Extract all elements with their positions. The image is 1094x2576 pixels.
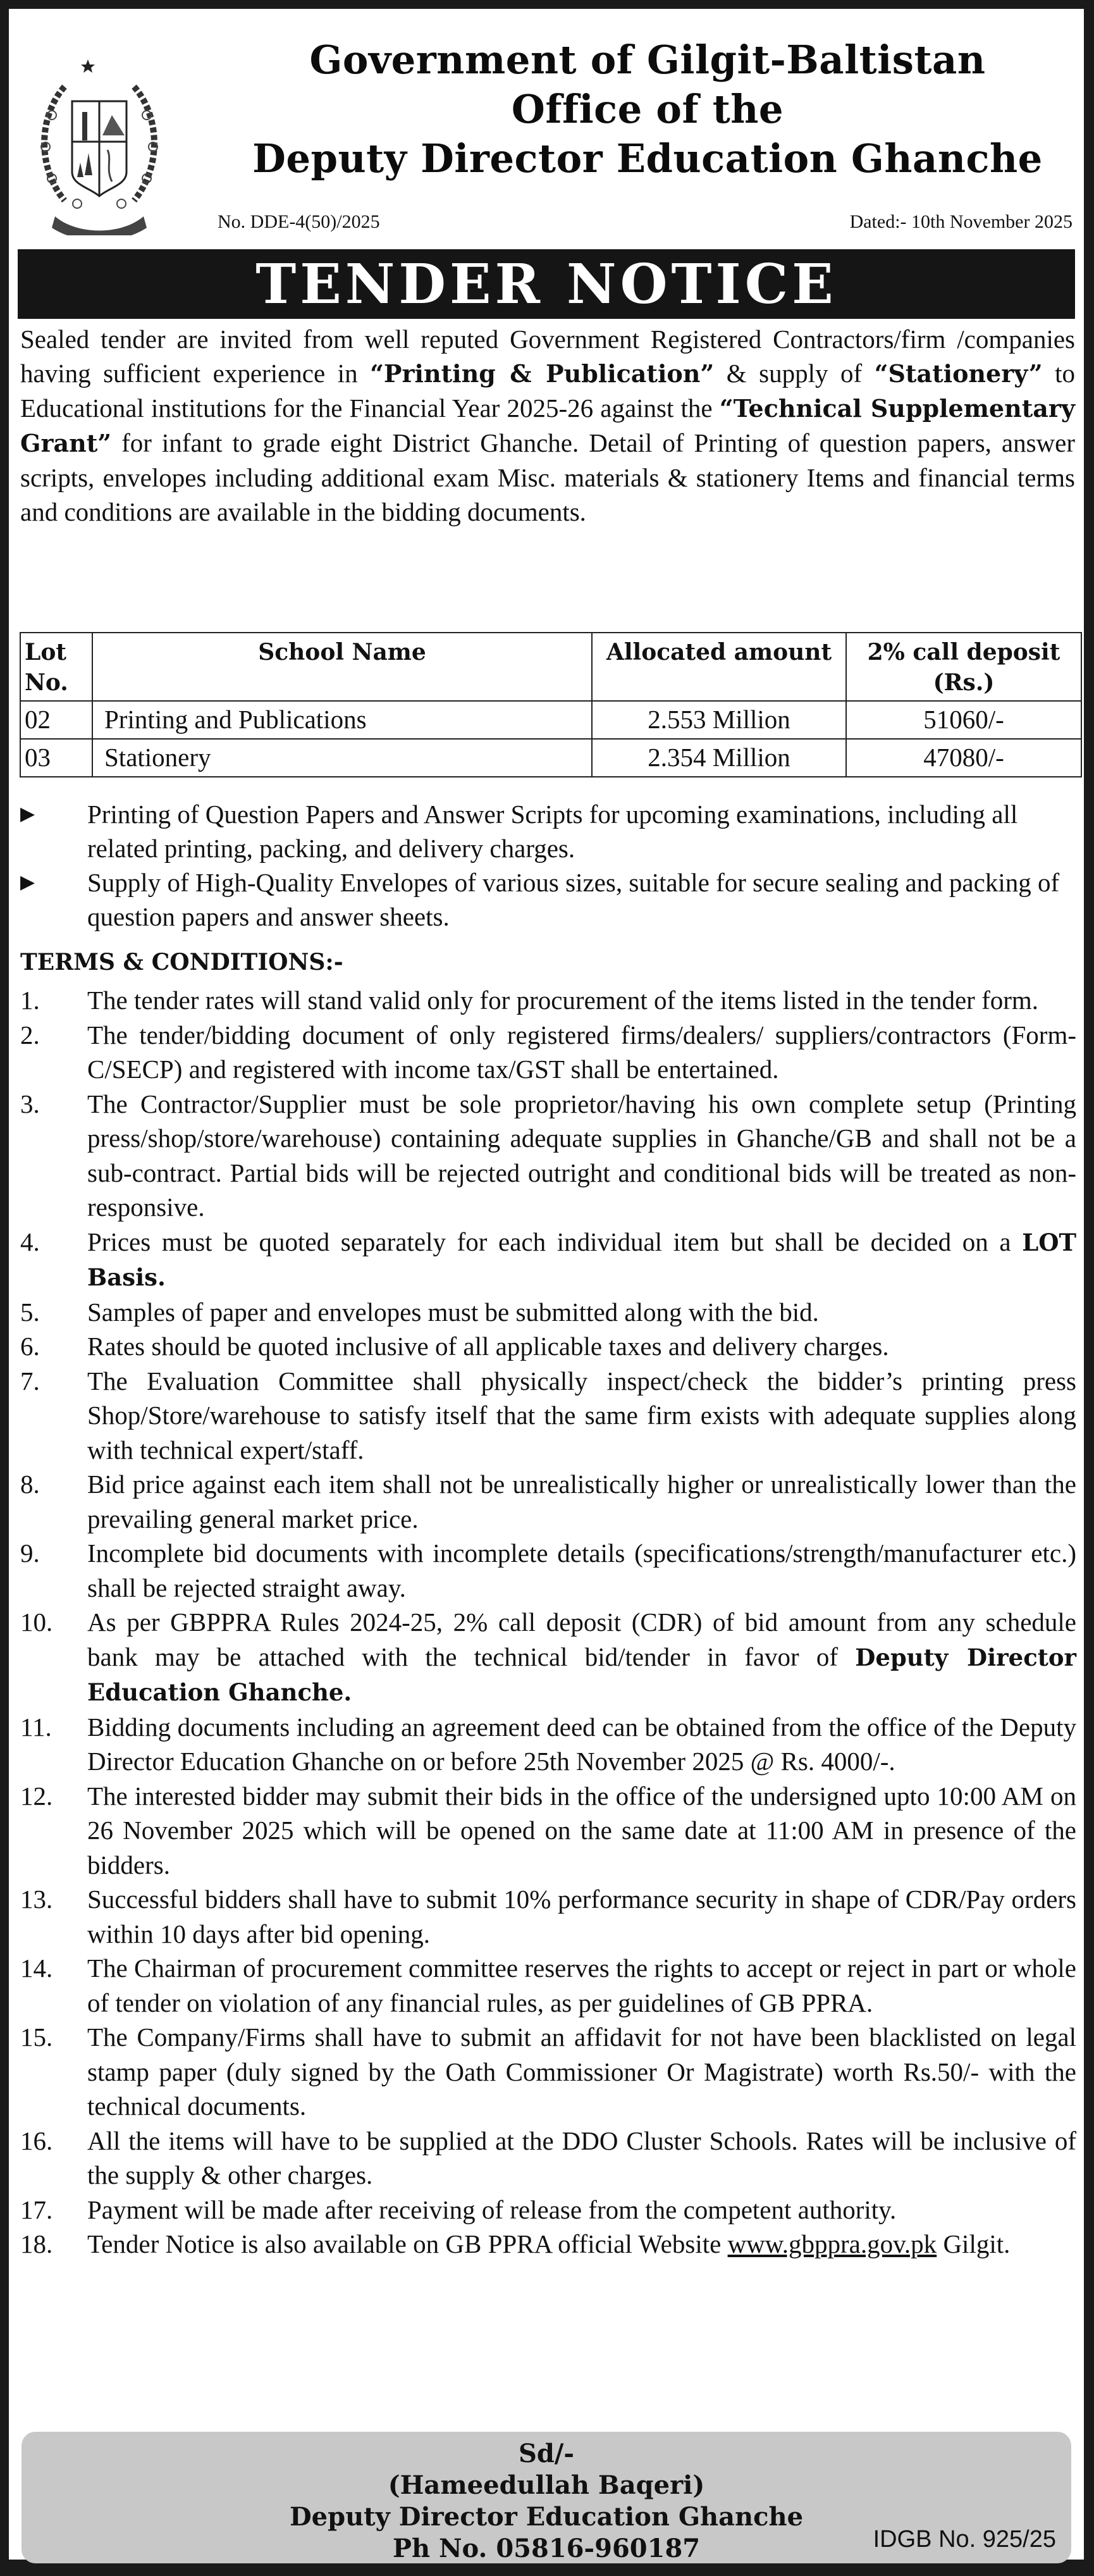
- terms-list: [20, 983, 1076, 2262]
- intro-bold-printing: “Printing & Publication”: [370, 359, 715, 388]
- term-item: [20, 1882, 1076, 1951]
- term-text: [87, 1605, 1076, 1710]
- term-text: [87, 2124, 1076, 2193]
- term-item: [20, 1087, 1076, 1225]
- cell-lot-no: 03: [20, 739, 92, 777]
- lot-table: [20, 632, 1082, 777]
- gbppra-website-link[interactable]: www.gbppra.gov.pk: [727, 2229, 937, 2258]
- term-text: [87, 1225, 1076, 1295]
- term-item: [20, 1605, 1076, 1710]
- term-body: Payment will be made after receiving of release from the competent authority.: [87, 2195, 897, 2224]
- term-body: As per GBPPRA Rules 2024-25, 2% call deposit (CDR) of bid amount from any schedule bank may be attached with the technical bid/tender in favor of: [87, 1607, 1076, 1671]
- term-body: The interested bidder may submit their bids in the office of the undersigned upto 10:00 AM on 26 November 2025 which will be opened on the same date at 11:00 AM in presence of the bidders.: [87, 1781, 1076, 1879]
- term-text: [87, 1087, 1076, 1225]
- term-body: The tender/bidding document of only registered firms/dealers/ suppliers/contractors (Form-C/SECP) and registered with income tax/GST shall be entertained.: [87, 1020, 1076, 1084]
- term-text: [87, 1536, 1076, 1605]
- term-body: Successful bidders shall have to submit 10% performance security in shape of CDR/Pay orders within 10 days after bid opening.: [87, 1885, 1076, 1948]
- date-line: Dated:- 10th November 2025: [849, 211, 1072, 232]
- intro-text: Sealed tender are invited from well reputed Government Registered Contractors/firm /companies having sufficient experience in: [20, 325, 1075, 388]
- triangle-bullet-icon: ▶: [20, 803, 35, 824]
- term-number: 4.: [20, 1227, 40, 1256]
- term-number: 14.: [20, 1954, 53, 1983]
- cell-call-deposit: 51060/-: [846, 701, 1081, 739]
- term-number: 10.: [20, 1607, 53, 1637]
- triangle-bullet-icon: ▶: [20, 872, 35, 893]
- term-text: [87, 1018, 1076, 1087]
- term-number: 8.: [20, 1470, 40, 1499]
- column-header-call-deposit: 2% call deposit (Rs.): [846, 633, 1081, 701]
- term-item: [20, 1018, 1076, 1087]
- term-text: [87, 1329, 1076, 1364]
- signatory-phone: Ph No. 05816-960187: [392, 2534, 701, 2563]
- signatory-name: (Hameedullah Baqeri): [388, 2470, 705, 2500]
- title-line-office: Office of the: [511, 86, 784, 132]
- intro-paragraph: [20, 322, 1075, 529]
- term-body: Rates should be quoted inclusive of all applicable taxes and delivery charges.: [87, 1332, 889, 1361]
- term-number: 6.: [20, 1332, 40, 1361]
- term-number: 16.: [20, 2126, 53, 2155]
- terms-heading: TERMS & CONDITIONS:-: [20, 949, 343, 975]
- term-number: 18.: [20, 2229, 53, 2258]
- title-line-department: Deputy Director Education Ghanche: [252, 135, 1043, 182]
- intro-bold-grant: “Technical Supplementary Grant”: [20, 394, 1075, 457]
- list-item: [20, 865, 1076, 934]
- term-item: [20, 2124, 1076, 2193]
- table-header-row: [20, 633, 1081, 701]
- term-number: 11.: [20, 1712, 52, 1742]
- term-text: [87, 1710, 1076, 1779]
- intro-text: to Educational institutions for the Financial Year 2025-26 against the: [20, 359, 1075, 423]
- tender-notice-page: [9, 9, 1084, 2563]
- column-header-allocated-amount: Allocated amount: [592, 633, 846, 701]
- term-text: [87, 1295, 1076, 1330]
- cell-allocated-amount: 2.354 Million: [592, 739, 846, 777]
- term-body: The tender rates will stand valid only for procurement of the items listed in the tender form.: [87, 986, 1039, 1015]
- term-body: The Contractor/Supplier must be sole proprietor/having his own complete setup (Printing press/shop/store/warehouse) containing adequate supplies in Ghanche/GB and shall not be a sub-contract. Partial bids will be rejected outright and conditional bids will be treated as non-responsive.: [87, 1089, 1076, 1222]
- term-body: The Company/Firms shall have to submit an affidavit for not have been blacklisted on legal stamp paper (duly signed by the Oath Commissioner Or Magistrate) worth Rs.50/- with the technical documents.: [87, 2022, 1076, 2121]
- cell-call-deposit: 47080/-: [846, 739, 1081, 777]
- idgb-number: IDGB No. 925/25: [873, 2526, 1056, 2553]
- cell-lot-no: 02: [20, 701, 92, 739]
- term-text: [87, 1467, 1076, 1536]
- term-body: Incomplete bid documents with incomplete details (specifications/strength/manufacturer etc.) shall be rejected straight away.: [87, 1539, 1076, 1602]
- cell-school-name: Printing and Publications: [92, 701, 592, 739]
- term-item: [20, 1225, 1076, 1295]
- term-item: [20, 1467, 1076, 1536]
- term-item: [20, 1779, 1076, 1883]
- term-text: [87, 2193, 1076, 2227]
- term-text: [87, 1779, 1076, 1883]
- term-number: 17.: [20, 2195, 53, 2224]
- intro-text: for infant to grade eight District Ghanche. Detail of Printing of question papers, answer scripts, envelopes including additional exam Misc. materials & stationery Items and financial terms and conditions are available in the bidding documents.: [20, 428, 1075, 526]
- term-body: Gilgit.: [937, 2229, 1011, 2258]
- term-number: 13.: [20, 1885, 53, 1914]
- column-header-lot-no: Lot No.: [20, 633, 92, 701]
- term-text: [87, 2020, 1076, 2124]
- term-number: 12.: [20, 1781, 53, 1811]
- term-body: Samples of paper and envelopes must be submitted along with the bid.: [87, 1297, 819, 1327]
- office-title: [218, 35, 1078, 183]
- term-text: [87, 2227, 1076, 2262]
- signature-block: [22, 2432, 1071, 2563]
- term-item: [20, 2193, 1076, 2227]
- table-row: [20, 739, 1081, 777]
- signature-sd: Sd/-: [518, 2439, 575, 2468]
- intro-bold-stationery: “Stationery”: [874, 359, 1043, 388]
- term-number: 9.: [20, 1539, 40, 1568]
- intro-text: & supply of: [714, 359, 875, 388]
- term-body: The Chairman of procurement committee reserves the rights to accept or reject in part or whole of tender on violation of any financial rules, as per guidelines of GB PPRA.: [87, 1954, 1076, 2017]
- cell-allocated-amount: 2.553 Million: [592, 701, 846, 739]
- term-number: 2.: [20, 1020, 40, 1050]
- term-bold-text: Deputy Director Education Ghanche.: [87, 1643, 1076, 1706]
- term-item: [20, 1710, 1076, 1779]
- gilgit-baltistan-emblem-icon: [27, 27, 172, 235]
- scope-bullets: [20, 797, 1076, 934]
- term-item: [20, 1536, 1076, 1605]
- term-text: [87, 1364, 1076, 1468]
- term-body: Tender Notice is also available on GB PPRA official Website: [87, 2229, 728, 2258]
- term-number: 15.: [20, 2022, 53, 2052]
- term-body: Bidding documents including an agreement deed can be obtained from the office of the Deputy Director Education Ghanche on or before 25th November 2025 @ Rs. 4000/-.: [87, 1712, 1076, 1776]
- term-text: [87, 1882, 1076, 1951]
- term-body: Bid price against each item shall not be unrealistically higher or unrealistically lower than the prevailing general market price.: [87, 1470, 1076, 1533]
- term-item: [20, 983, 1076, 1018]
- column-header-school-name: School Name: [92, 633, 592, 701]
- term-item: [20, 2020, 1076, 2124]
- bullet-text: Supply of High-Quality Envelopes of various sizes, suitable for secure sealing and packing of question papers and answer sheets.: [87, 868, 1060, 931]
- term-number: 3.: [20, 1089, 40, 1118]
- title-line-government: Government of Gilgit-Baltistan: [309, 37, 986, 83]
- term-bold-text: LOT Basis.: [87, 1228, 1076, 1291]
- signatory-designation: Deputy Director Education Ghanche: [289, 2502, 804, 2532]
- reference-number: No. DDE-4(50)/2025: [218, 211, 380, 232]
- notice-title-bar: [18, 249, 1075, 319]
- term-item: [20, 1329, 1076, 1364]
- term-text: [87, 983, 1076, 1018]
- cell-school-name: Stationery: [92, 739, 592, 777]
- term-item: [20, 1951, 1076, 2020]
- term-number: 5.: [20, 1297, 40, 1327]
- term-number: 7.: [20, 1366, 40, 1396]
- notice-title: TENDER NOTICE: [255, 252, 837, 316]
- term-body: All the items will have to be supplied at the DDO Cluster Schools. Rates will be inclusive of the supply & other charges.: [87, 2126, 1076, 2189]
- term-text: [87, 1951, 1076, 2020]
- term-number: 1.: [20, 986, 40, 1015]
- term-item: [20, 2227, 1076, 2262]
- term-body: The Evaluation Committee shall physically inspect/check the bidder’s printing press Shop/Store/warehouse to satisfy itself that the same firm exists with adequate supplies along with technical expert/staff.: [87, 1366, 1076, 1464]
- table-row: [20, 701, 1081, 739]
- term-body: Prices must be quoted separately for each individual item but shall be decided on a: [87, 1227, 1023, 1256]
- term-item: [20, 1295, 1076, 1330]
- bullet-text: Printing of Question Papers and Answer Scripts for upcoming examinations, including all related printing, packing, and delivery charges.: [87, 800, 1018, 863]
- term-item: [20, 1364, 1076, 1468]
- list-item: [20, 797, 1076, 865]
